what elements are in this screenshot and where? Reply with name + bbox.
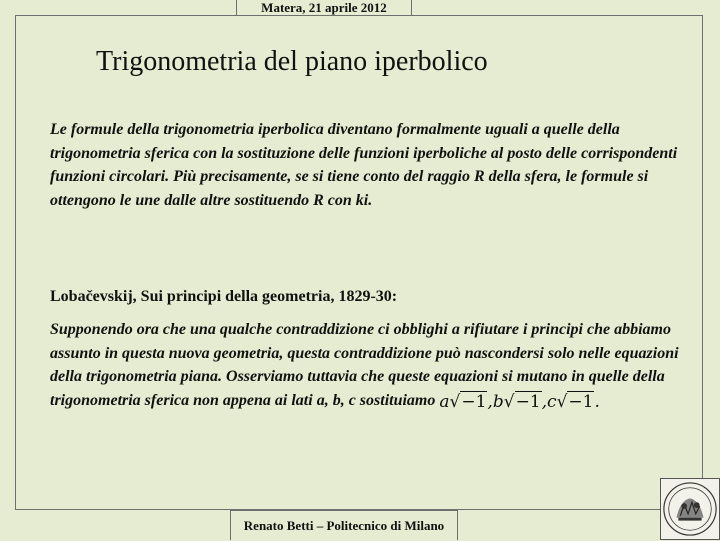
intro-paragraph: Le formule della trigonometria iperbolica diventano formalmente uguali a quelle della trigonometria sferica con la sostituzione delle funzioni iperboliche al posto delle corrispondenti funzioni circolari. Più precisamente, se si tiene conto del raggio R della sfera, le formule si ottengono le une dalle altre sostituendo R con ki. <box>50 121 678 209</box>
politecnico-seal-icon <box>660 478 720 540</box>
slide-footer: Renato Betti – Politecnico di Milano <box>230 510 458 540</box>
slide-header: Matera, 21 aprile 2012 <box>236 0 412 16</box>
substitution-formula: a√−1,b√−1,c√−1. <box>439 391 600 412</box>
slide-frame <box>15 15 703 510</box>
slide-title: Trigonometria del piano iperbolico <box>96 46 488 77</box>
quote-paragraph <box>50 318 700 414</box>
reference-line: Lobačevskij, Sui principi della geometria, 1829-30: <box>50 288 398 305</box>
quote-text: Supponendo ora che una qualche contraddizione ci obblighi a rifiutare i principi che abbiamo assunto in questa nuova geometria, questa contraddizione può nascondersi solo nelle equazioni della trigonometria piana. Osserviamo tuttavia che queste equazioni si mutano in quelle della trigonometria sferica non appena ai lati a, b, c sostituiamo <box>50 321 679 409</box>
